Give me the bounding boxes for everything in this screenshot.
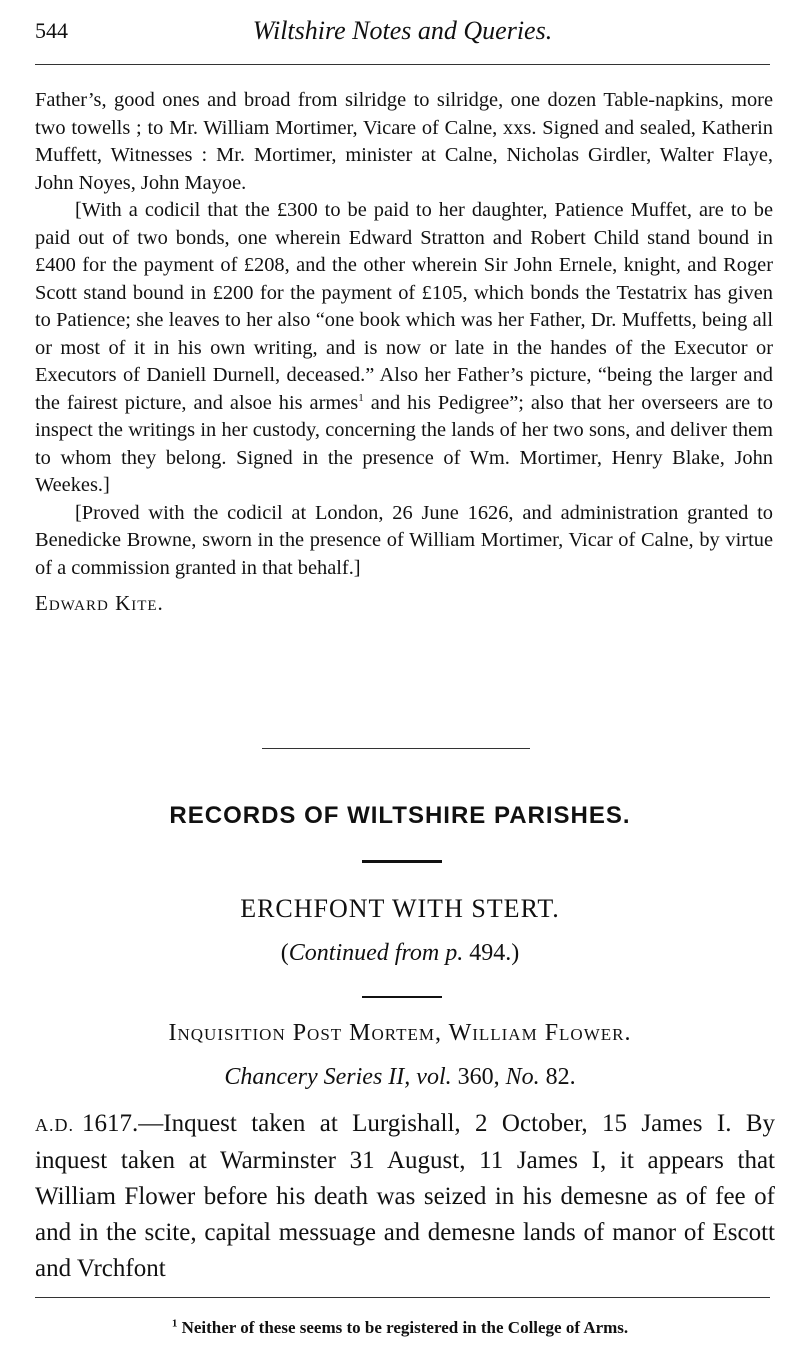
section-title: RECORDS OF WILTSHIRE PARISHES. <box>169 802 631 829</box>
will-text <box>35 87 773 618</box>
header-rule <box>35 64 770 65</box>
divider-rule <box>262 748 530 749</box>
page-number: 544 <box>35 18 68 43</box>
running-title: Wiltshire Notes and Queries. <box>252 16 553 45</box>
inquisition-text <box>35 1106 775 1287</box>
footnote-marker: 1 <box>171 1317 178 1330</box>
subtitle-rule <box>362 996 442 998</box>
continued-note <box>0 940 800 967</box>
will-paragraph-2-text-b: and his Pedigree”; also that her overseers are to inspect the writings in her custody, concerning the lands of her two sons, and deliver them to whom they belong. Signed in the presence of Wm. Mortimer, Henry Blake, John Weekes.] <box>35 391 773 496</box>
will-paragraph-3: [Proved with the codicil at London, 26 June 1626, and administration granted to Benedicke Browne, sworn in the presence of William Mortimer, Vicar of Calne, by virtue of a commission granted in that behalf.] <box>35 501 773 579</box>
no-number: 82. <box>545 1064 576 1090</box>
will-paragraph-2-text-a: [With a codicil that the £300 to be paid to her daughter, Patience Muffet, are to be paid out of two bonds, one wherein Edward Stratton and Robert Child stand bound in £400 for the payment of £208, and the other wherein Sir John Ernele, knight, and Roger Scott stand bound in £200 for the payment of £105, which bonds the Testatrix has given to Patience; she leaves to her also “one book which was her Father, Dr. Muffetts, being all or most of it in his own writing, and is now or late in the handes of the Executor or Executors of Daniell Durnell, deceased.” Also her Father’s picture, “being the larger and the fairest picture, and alsoe his armes <box>35 199 773 414</box>
footnote-text: Neither of these seems to be registered in the College of Arms. <box>181 1318 629 1337</box>
series-label: Chancery Series II, <box>224 1064 411 1090</box>
continued-page: 494. <box>469 940 512 966</box>
footnote <box>0 1318 800 1338</box>
ad-label: A.D. <box>35 1115 74 1135</box>
vol-label: vol. <box>416 1064 452 1090</box>
will-paragraph-1: Father’s, good ones and broad from silridge to silridge, one dozen Table-napkins, more two towells ; to Mr. William Mortimer, Vicare of Calne, xxs. Signed and sealed, Katherin Muffett, Witnesses : Mr. Mortimer, minister at Calne, Nicholas Girdler, Walter Flaye, John Noyes, John Mayoe. <box>35 89 773 194</box>
inquisition-title: Inquisition Post Mortem, William Flower. <box>168 1020 632 1046</box>
footnote-rule <box>35 1297 770 1298</box>
series-reference <box>0 1064 800 1091</box>
footnote-ref: 1 <box>358 391 364 404</box>
paren-open: ( <box>280 940 289 966</box>
parish-subtitle: ERCHFONT WITH STERT. <box>240 894 560 923</box>
continued-label: Continued from p. <box>288 940 464 966</box>
paren-close: ) <box>511 940 520 966</box>
page-header <box>35 16 770 52</box>
signature: Edward Kite. <box>35 591 164 615</box>
inquisition-body: 1617.—Inquest taken at Lurgishall, 2 October, 15 James I. By inquest taken at Warminster 31 August, 11 James I, it appears that William Flower before his death was seized in his demesne as of fee of and in the scite, capital messuage and demesne lands of manor of Escott and Vrchfont <box>35 1110 775 1282</box>
will-paragraph-2 <box>35 197 773 500</box>
title-rule <box>362 860 442 863</box>
no-label: No. <box>505 1064 540 1090</box>
vol-number: 360, <box>457 1064 500 1090</box>
